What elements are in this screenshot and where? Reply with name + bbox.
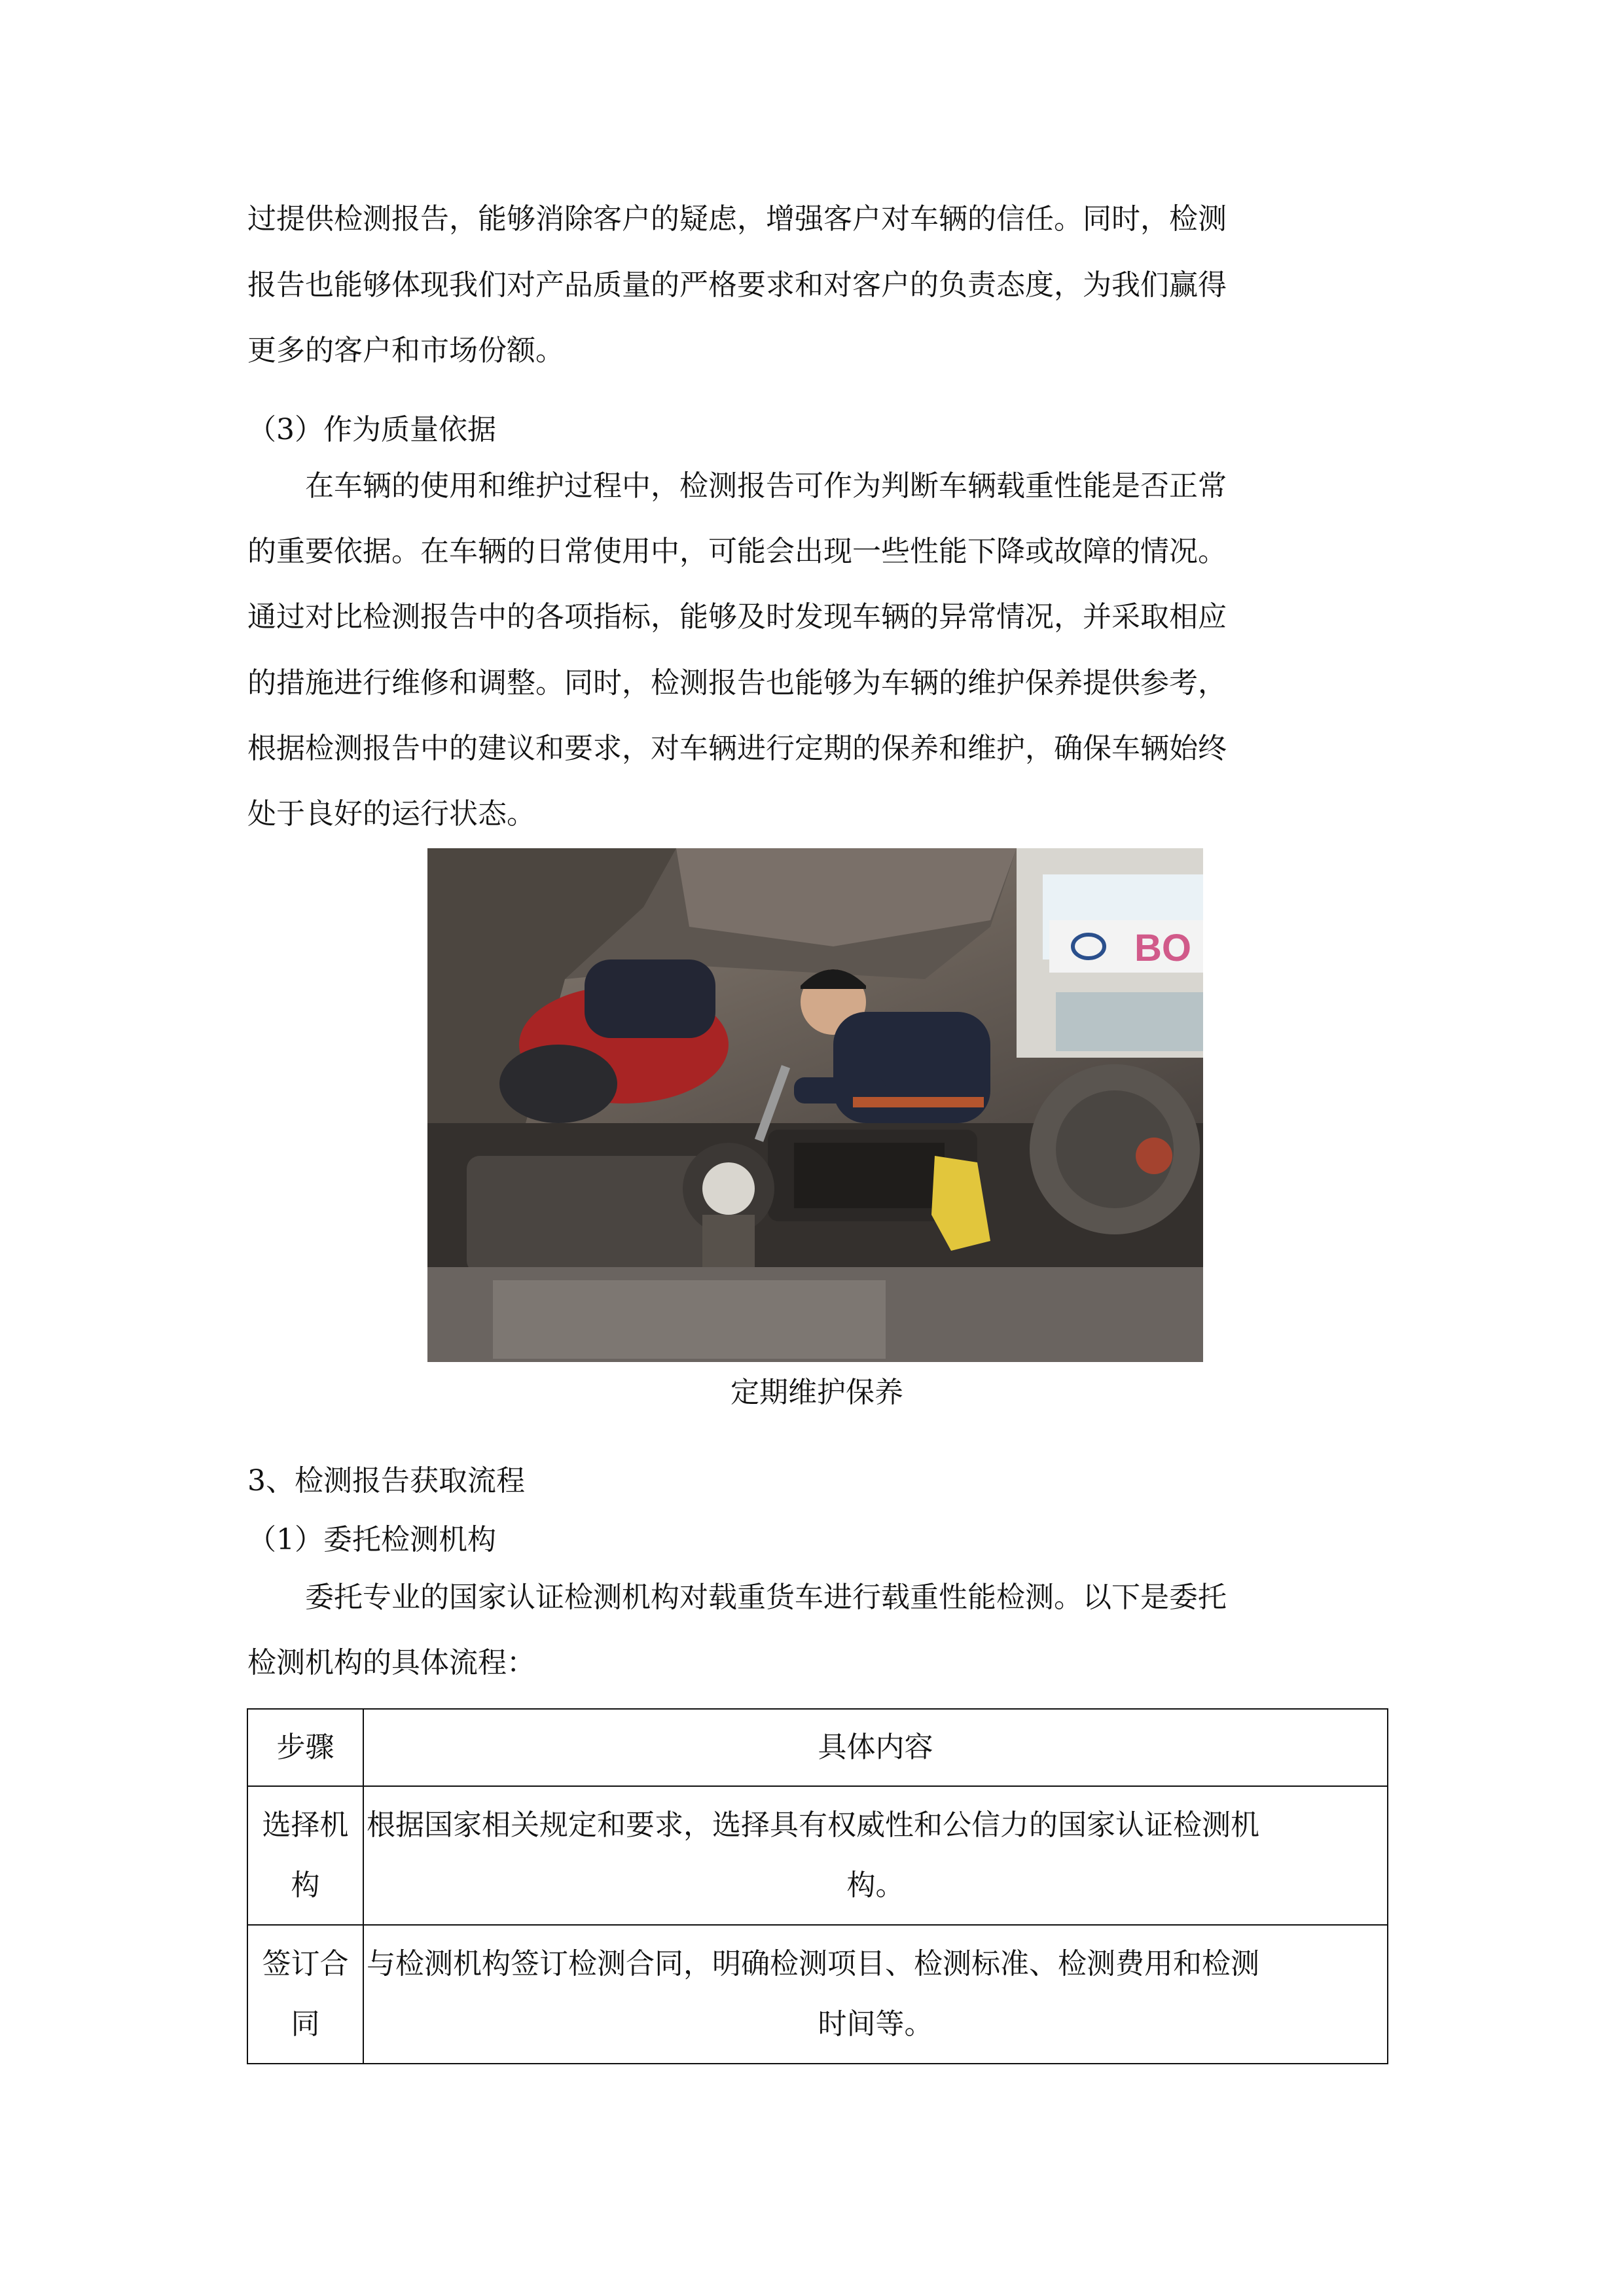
text-line: 过提供检测报告，能够消除客户的疑虑，增强客户对车辆的信任。同时，检测 xyxy=(247,202,1227,236)
process-table xyxy=(247,1708,1388,2064)
subheading-quality-basis: （3）作为质量依据 xyxy=(247,413,496,446)
table-cell-step xyxy=(247,1786,363,1925)
text-line: 通过对比检测报告中的各项指标，能够及时发现车辆的异常情况，并采取相应 xyxy=(247,600,1227,634)
text-line: 根据检测报告中的建议和要求，对车辆进行定期的保养和维护，确保车辆始终 xyxy=(247,732,1227,765)
text-line: 报告也能够体现我们对产品质量的严格要求和对客户的负责态度，为我们赢得 xyxy=(247,268,1227,302)
step-line: 构 xyxy=(291,1869,320,1902)
step-line: 同 xyxy=(291,2007,320,2041)
subheading-commission-agency: （1）委托检测机构 xyxy=(247,1523,496,1556)
content-line: 时间等。 xyxy=(818,2007,933,2041)
table-header-cell: 具体内容 xyxy=(363,1709,1388,1786)
section-heading: 3、检测报告获取流程 xyxy=(247,1464,525,1498)
content-line: 与检测机构签订检测合同，明确检测项目、检测标准、检测费用和检测 xyxy=(367,1947,1259,1981)
maintenance-photo xyxy=(427,848,1203,1362)
text-line: 处于良好的运行状态。 xyxy=(247,797,535,831)
step-line: 选择机 xyxy=(262,1808,349,1842)
table-row xyxy=(247,1925,1388,2064)
text-line: 委托专业的国家认证检测机构对载重货车进行载重性能检测。以下是委托 xyxy=(247,1581,1227,1614)
content-line: 根据国家相关规定和要求，选择具有权威性和公信力的国家认证检测机 xyxy=(367,1808,1259,1842)
table-header-cell: 步骤 xyxy=(247,1709,363,1786)
figure-caption: 定期维护保养 xyxy=(731,1376,903,1409)
content-line: 构。 xyxy=(846,1869,905,1902)
text-line: 更多的客户和市场份额。 xyxy=(247,334,564,367)
text-line: 的重要依据。在车辆的日常使用中，可能会出现一些性能下降或故障的情况。 xyxy=(247,535,1227,568)
table-row xyxy=(247,1786,1388,1925)
text-line: 的措施进行维修和调整。同时，检测报告也能够为车辆的维护保养提供参考， xyxy=(247,666,1227,700)
table-cell-content xyxy=(363,1786,1388,1925)
text-line: 在车辆的使用和维护过程中，检测报告可作为判断车辆载重性能是否正常 xyxy=(247,469,1227,503)
table-header-row xyxy=(247,1709,1388,1786)
text-line: 检测机构的具体流程： xyxy=(247,1646,535,1679)
step-line: 签订合 xyxy=(262,1947,349,1981)
table-cell-step xyxy=(247,1925,363,2064)
table-cell-content xyxy=(363,1925,1388,2064)
sign-text: BO xyxy=(1134,927,1191,969)
